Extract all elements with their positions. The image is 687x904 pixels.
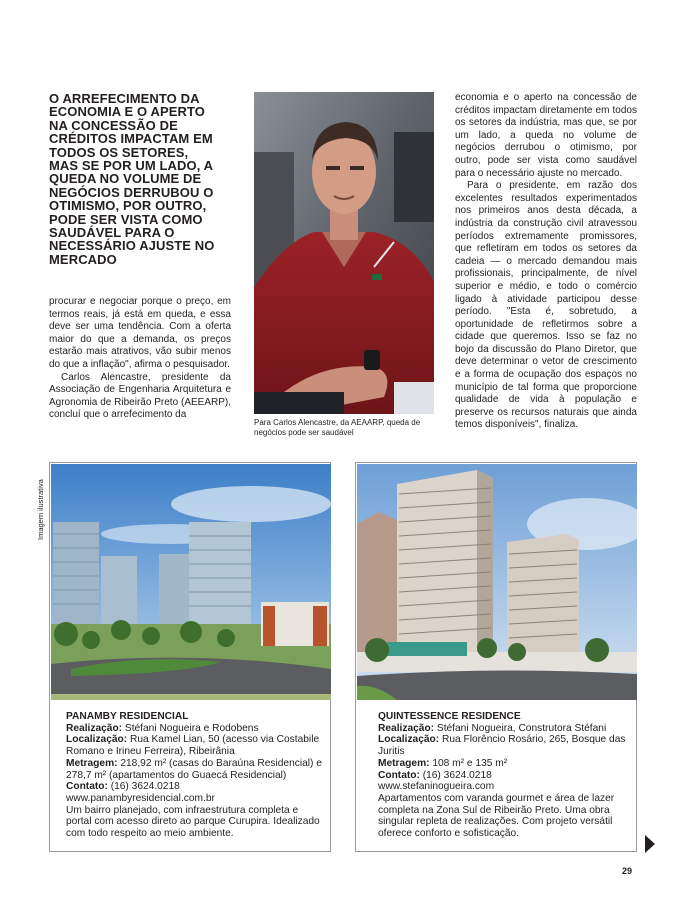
property-description: Apartamentos com varanda gourmet e área de lazer completa na Zona Sul de Ribeirão Preto. Uma obra singular repleta de realizações. Com projeto versátil oferece conforto e sofisticação. — [378, 792, 615, 840]
field-value: (16) 3624.0218 — [107, 781, 180, 793]
next-page-arrow-icon — [645, 835, 655, 853]
side-label-text: Imagem ilustrativa — [36, 479, 45, 540]
field-value: Rua Florêncio Rosário, 265, Bosque das Juritis — [378, 734, 626, 758]
property-site: www.stefaninogueira.com — [378, 781, 495, 793]
article-column-right — [455, 92, 637, 432]
field-label: Contato: — [378, 769, 420, 781]
property-info — [66, 711, 326, 840]
pull-quote: O ARREFECIMENTO DA ECONOMIA E O APERTO NA CONCESSÃO DE CRÉDITOS IMPACTAM EM TODOS OS SETORES, MAS SE POR UM LADO, A QUEDA NO VOLUME DE NEGÓCIOS DERRUBOU O OTIMISMO, POR OUTRO, PODE SER VISTA COMO SAUDÁVEL PARA O NECESSÁRIO AJUSTE NO MERCADO — [49, 91, 215, 267]
field-value: 218,92 m² (casas do Baraúna Residencial) e 278,7 m² (apartamentos do Guaecá Residencial) — [66, 757, 322, 781]
photo-caption: Para Carlos Alencastre, da AEAARP, queda de negócios pode ser saudável — [254, 418, 421, 438]
property-realizacao — [378, 723, 638, 735]
property-image — [357, 464, 637, 700]
property-localizacao — [66, 734, 326, 757]
field-label: Metragem: — [66, 757, 118, 769]
property-description: Um bairro planejado, com infraestrutura completa e portal com acesso direto ao parque Curupira. Idealizado com todo respeito ao meio ambiente. — [66, 804, 320, 840]
property-contato — [378, 770, 638, 782]
article-paragraph: procurar e negociar porque o preço, em termos reais, já está em queda, e essa deve ser uma tendência. Com a oferta maior do que a demanda, os preços estarão mais atrativos, vão subir menos do que a inflação", afirma o pesquisador. — [49, 296, 231, 370]
field-value: (16) 3624.0218 — [419, 769, 492, 781]
field-value: Stéfani Nogueira e Rodobens — [122, 722, 259, 734]
article-paragraph: Para o presidente, em razão dos excelentes resultados experimentados nos primeiros anos desta década, a indústria da construção civil atravessou períodos extremamente promissores, que refletiram em todos os setores da cadeia — o mercado demandou mais profissionais, principalmente, de nível superior e médio, e todo o comércio ligado à atividade participou desse período. "Esta é, sobretudo, a oportunidade de refletirmos sobre a cidade que queremos. Isso se faz no bojo da discussão do Plano Diretor, que deve determinar o vetor de crescimento e a forma de ocupação dos espaços no município de tal forma que proporcione qualidade de vida à população e preserve os recursos naturais que ainda temos disponíveis", finaliza. — [455, 180, 637, 431]
portrait-photo — [254, 92, 434, 414]
field-value: Stéfani Nogueira, Construtora Stéfani — [434, 722, 607, 734]
property-card-panamby — [49, 462, 331, 852]
field-label: Contato: — [66, 781, 108, 793]
property-card-quintessence — [355, 462, 637, 852]
field-label: Realização: — [378, 722, 435, 734]
property-title: QUINTESSENCE RESIDENCE — [378, 711, 521, 722]
property-info — [378, 711, 638, 840]
field-label: Realização: — [66, 722, 123, 734]
property-metragem — [66, 758, 326, 781]
property-image — [51, 464, 331, 700]
page-number: 29 — [622, 866, 633, 876]
article-paragraph: economia e o aperto na concessão de créditos impactam diretamente em todos os setores da indústria, mas que, se por um lado, a queda no volume de negócios derrubou o otimismo, por outro, pode ser vista como saudável para o necessário ajuste no mercado. — [455, 92, 637, 179]
article-column-left — [49, 296, 231, 422]
property-site: www.panambyresidencial.com.br — [66, 792, 215, 804]
property-title: PANAMBY RESIDENCIAL — [66, 711, 189, 722]
field-value: Rua Kamel Lian, 50 (acesso via Costabile Romano e Irineu Ferreira), Ribeirânia — [66, 734, 320, 758]
property-localizacao — [378, 734, 638, 757]
field-label: Metragem: — [378, 757, 430, 769]
property-contato — [66, 781, 326, 793]
field-value: 108 m² e 135 m² — [429, 757, 508, 769]
field-label: Localização: — [66, 734, 128, 746]
field-label: Localização: — [378, 734, 440, 746]
property-realizacao — [66, 723, 326, 735]
side-label — [36, 470, 48, 540]
property-metragem — [378, 758, 638, 770]
article-paragraph: Carlos Alencastre, presidente da Associação de Engenharia Arquitetura e Agronomia de Ribeirão Preto (AEEARP), concluí que o arrefecimento da — [49, 371, 231, 421]
